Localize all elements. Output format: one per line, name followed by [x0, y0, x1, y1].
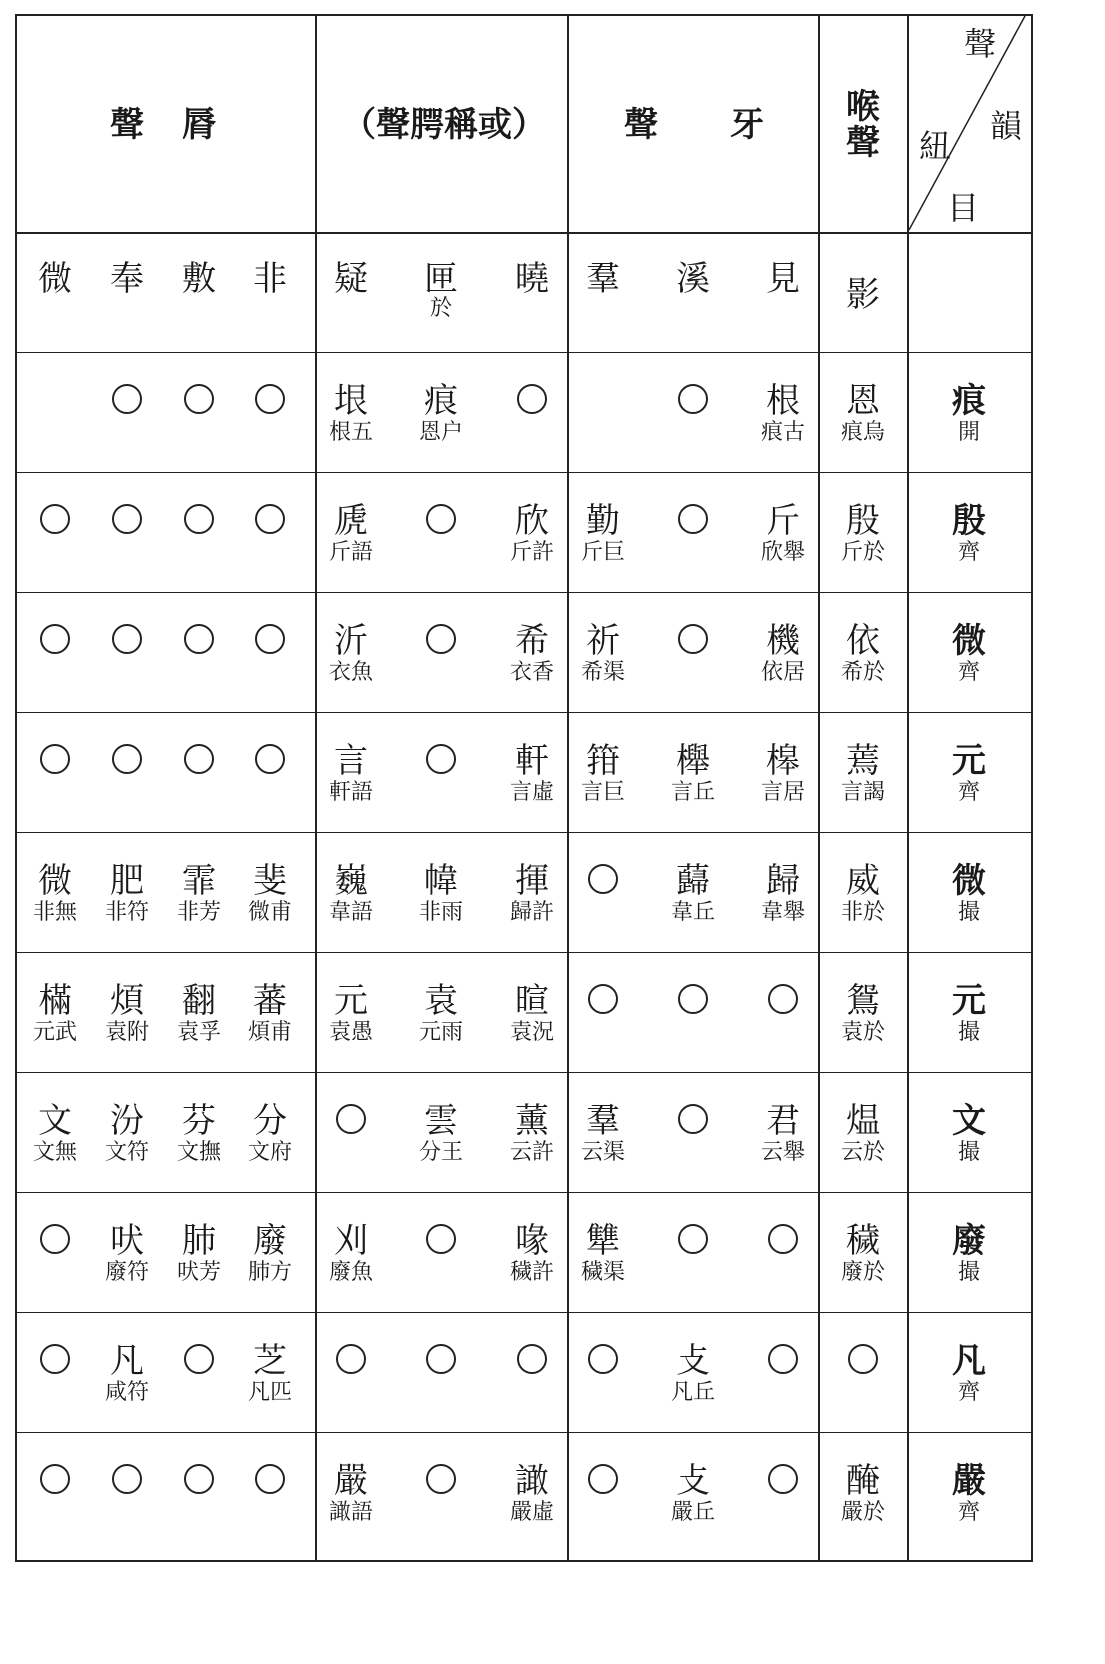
cell-fanqie: 廢符 — [104, 1260, 150, 1285]
cell-fanqie: 穢許 — [509, 1260, 555, 1285]
cell-char: 蘬 — [676, 861, 710, 901]
cell-char: 依 — [846, 621, 880, 661]
empty-circle — [768, 1344, 798, 1374]
row-divider — [15, 472, 1033, 473]
empty-circle — [426, 624, 456, 654]
empty-circle — [40, 624, 70, 654]
cell-char: 蔫 — [846, 741, 880, 781]
cell-fanqie: 非無 — [32, 900, 78, 925]
empty-circle — [426, 1344, 456, 1374]
empty-circle — [184, 504, 214, 534]
empty-circle — [848, 1344, 878, 1374]
cell-char: 箝 — [586, 741, 620, 781]
initial-char: 敷 — [182, 259, 216, 299]
cell-fanqie: 韋舉 — [760, 900, 806, 925]
empty-circle — [40, 1224, 70, 1254]
empty-circle — [768, 1224, 798, 1254]
empty-circle — [426, 744, 456, 774]
corner-label-bottom: 目 — [946, 189, 980, 227]
cell-fanqie: 微甫 — [247, 900, 293, 925]
cell-fanqie: 袁孚 — [176, 1020, 222, 1045]
cell-fanqie: 廢魚 — [328, 1260, 374, 1285]
cell-fanqie: 依居 — [760, 660, 806, 685]
cell-char: 翻 — [182, 981, 216, 1021]
corner-label-top: 聲 — [963, 25, 997, 63]
cell-fanqie: 云舉 — [760, 1140, 806, 1165]
cell-char: 斐 — [253, 861, 287, 901]
rhyme-sub: 齊 — [957, 1380, 981, 1405]
empty-circle — [678, 504, 708, 534]
group-label-teeth-1: 聲 — [624, 105, 658, 145]
initial-char: 微 — [38, 259, 72, 299]
cell-fanqie: 衣魚 — [328, 660, 374, 685]
cell-fanqie: 凡匹 — [247, 1380, 293, 1405]
cell-fanqie: 肺方 — [247, 1260, 293, 1285]
cell-fanqie: 袁附 — [104, 1020, 150, 1045]
cell-char: 揮 — [515, 861, 549, 901]
group-label-throat-2: 聲 — [846, 123, 880, 163]
cell-char: 袁 — [424, 981, 458, 1021]
cell-fanqie: 咸符 — [104, 1380, 150, 1405]
cell-char: 幃 — [424, 861, 458, 901]
empty-circle — [336, 1104, 366, 1134]
row-divider — [15, 1192, 1033, 1193]
rhyme-sub: 齊 — [957, 780, 981, 805]
cell-char: 廢 — [253, 1221, 287, 1261]
cell-char: 肺 — [182, 1221, 216, 1261]
empty-circle — [255, 624, 285, 654]
cell-char: 文 — [38, 1101, 72, 1141]
initial-char: 疑 — [334, 259, 368, 299]
corner-label-right: 韻 — [989, 107, 1023, 145]
cell-char: 勤 — [586, 501, 620, 541]
empty-circle — [112, 504, 142, 534]
cell-char: 分 — [253, 1101, 287, 1141]
cell-char: 煴 — [846, 1101, 880, 1141]
empty-circle — [517, 1344, 547, 1374]
rhyme-char: 文 — [952, 1101, 986, 1141]
rhyme-char: 凡 — [952, 1341, 986, 1381]
cell-char: 沂 — [334, 621, 368, 661]
initial-sub: 於 — [429, 296, 453, 321]
cell-char: 霏 — [182, 861, 216, 901]
rhyme-char: 痕 — [952, 381, 986, 421]
initial-char: 非 — [253, 259, 287, 299]
empty-circle — [255, 1464, 285, 1494]
empty-circle — [255, 744, 285, 774]
initial-char: 影 — [846, 275, 880, 315]
cell-char: 嚴 — [334, 1461, 368, 1501]
cell-char: 欣 — [515, 501, 549, 541]
cell-fanqie: 穢渠 — [580, 1260, 626, 1285]
cell-char: 恩 — [846, 381, 880, 421]
group-label-or: （聲腭稱或） — [342, 105, 546, 145]
cell-char: 芝 — [253, 1341, 287, 1381]
cell-char: 樠 — [38, 981, 72, 1021]
divider-teeth-throat — [818, 14, 820, 1562]
cell-fanqie: 非符 — [104, 900, 150, 925]
empty-circle — [184, 624, 214, 654]
cell-char: 薰 — [515, 1101, 549, 1141]
cell-char: 攴 — [676, 1461, 710, 1501]
cell-char: 暄 — [515, 981, 549, 1021]
empty-circle — [112, 384, 142, 414]
cell-fanqie: 嚴丘 — [670, 1500, 716, 1525]
empty-circle — [588, 1344, 618, 1374]
rhyme-sub: 開 — [957, 420, 981, 445]
empty-circle — [255, 504, 285, 534]
empty-circle — [184, 1344, 214, 1374]
empty-circle — [184, 384, 214, 414]
cell-fanqie: 韋語 — [328, 900, 374, 925]
initial-char: 奉 — [110, 259, 144, 299]
cell-fanqie: 非芳 — [176, 900, 222, 925]
empty-circle — [588, 1464, 618, 1494]
empty-circle — [40, 1464, 70, 1494]
rhyme-char: 殷 — [952, 501, 986, 541]
cell-char: 鴛 — [846, 981, 880, 1021]
cell-fanqie: 斤於 — [840, 540, 886, 565]
cell-char: 汾 — [110, 1101, 144, 1141]
row-divider — [15, 952, 1033, 953]
cell-fanqie: 元武 — [32, 1020, 78, 1045]
empty-circle — [40, 1344, 70, 1374]
row-divider — [15, 1432, 1033, 1433]
cell-fanqie: 衣香 — [509, 660, 555, 685]
cell-char: 元 — [334, 981, 368, 1021]
group-label-teeth-2: 牙 — [730, 105, 764, 145]
cell-char: 槔 — [766, 741, 800, 781]
row-divider — [15, 1312, 1033, 1313]
cell-char: 醃 — [846, 1461, 880, 1501]
cell-fanqie: 言謁 — [840, 780, 886, 805]
cell-fanqie: 嚴於 — [840, 1500, 886, 1525]
empty-circle — [184, 744, 214, 774]
row-divider — [15, 1072, 1033, 1073]
divider-or-teeth — [567, 14, 569, 1562]
rhyme-char: 微 — [952, 621, 986, 661]
cell-fanqie: 斤巨 — [580, 540, 626, 565]
row-divider — [15, 592, 1033, 593]
cell-char: 微 — [38, 861, 72, 901]
empty-circle — [588, 984, 618, 1014]
cell-fanqie: 痕烏 — [840, 420, 886, 445]
cell-char: 犨 — [586, 1221, 620, 1261]
empty-circle — [768, 1464, 798, 1494]
cell-fanqie: 希渠 — [580, 660, 626, 685]
empty-circle — [678, 984, 708, 1014]
cell-char: 譀 — [515, 1461, 549, 1501]
empty-circle — [184, 1464, 214, 1494]
cell-fanqie: 希於 — [840, 660, 886, 685]
rhyme-sub: 撮 — [957, 900, 981, 925]
group-label-lips: 聲 脣 — [110, 105, 218, 145]
cell-char: 喙 — [515, 1221, 549, 1261]
cell-fanqie: 痕古 — [760, 420, 806, 445]
cell-fanqie: 元雨 — [418, 1020, 464, 1045]
cell-fanqie: 文符 — [104, 1140, 150, 1165]
empty-circle — [426, 504, 456, 534]
empty-circle — [678, 384, 708, 414]
cell-char: 歸 — [766, 861, 800, 901]
rhyme-char: 廢 — [952, 1221, 986, 1261]
rhyme-sub: 齊 — [957, 660, 981, 685]
empty-circle — [40, 744, 70, 774]
cell-fanqie: 斤語 — [328, 540, 374, 565]
cell-char: 祈 — [586, 621, 620, 661]
rhyme-sub: 撮 — [957, 1140, 981, 1165]
empty-circle — [336, 1344, 366, 1374]
cell-fanqie: 非雨 — [418, 900, 464, 925]
corner-label-left: 紐 — [918, 127, 952, 165]
empty-circle — [517, 384, 547, 414]
cell-fanqie: 言虛 — [509, 780, 555, 805]
cell-fanqie: 文無 — [32, 1140, 78, 1165]
cell-fanqie: 歸許 — [509, 900, 555, 925]
empty-circle — [255, 384, 285, 414]
empty-circle — [426, 1224, 456, 1254]
cell-fanqie: 韋丘 — [670, 900, 716, 925]
cell-fanqie: 云渠 — [580, 1140, 626, 1165]
cell-fanqie: 袁況 — [509, 1020, 555, 1045]
cell-char: 雲 — [424, 1101, 458, 1141]
empty-circle — [678, 1104, 708, 1134]
row-divider — [15, 352, 1033, 353]
empty-circle — [40, 504, 70, 534]
cell-char: 煩 — [110, 981, 144, 1021]
initial-char: 見 — [766, 259, 800, 299]
rhyme-char: 微 — [952, 861, 986, 901]
cell-fanqie: 軒語 — [328, 780, 374, 805]
cell-char: 刈 — [334, 1221, 368, 1261]
cell-fanqie: 嚴虛 — [509, 1500, 555, 1525]
cell-fanqie: 斤許 — [509, 540, 555, 565]
cell-char: 垠 — [334, 381, 368, 421]
cell-fanqie: 言巨 — [580, 780, 626, 805]
cell-char: 肥 — [110, 861, 144, 901]
cell-fanqie: 云許 — [509, 1140, 555, 1165]
empty-circle — [112, 1464, 142, 1494]
cell-char: 根 — [766, 381, 800, 421]
cell-fanqie: 欣舉 — [760, 540, 806, 565]
empty-circle — [768, 984, 798, 1014]
empty-circle — [112, 624, 142, 654]
cell-fanqie: 根五 — [328, 420, 374, 445]
row-divider — [15, 832, 1033, 833]
cell-char: 威 — [846, 861, 880, 901]
initial-char: 溪 — [676, 259, 710, 299]
cell-fanqie: 言丘 — [670, 780, 716, 805]
cell-char: 櫸 — [676, 741, 710, 781]
cell-fanqie: 分王 — [418, 1140, 464, 1165]
cell-char: 蕃 — [253, 981, 287, 1021]
empty-circle — [678, 1224, 708, 1254]
cell-char: 穢 — [846, 1221, 880, 1261]
rhyme-sub: 齊 — [957, 1500, 981, 1525]
cell-fanqie: 言居 — [760, 780, 806, 805]
cell-fanqie: 袁愚 — [328, 1020, 374, 1045]
empty-circle — [112, 744, 142, 774]
cell-char: 巍 — [334, 861, 368, 901]
rhyme-sub: 齊 — [957, 540, 981, 565]
initial-char: 羣 — [586, 259, 620, 299]
cell-char: 言 — [334, 741, 368, 781]
cell-char: 斤 — [766, 501, 800, 541]
cell-fanqie: 袁於 — [840, 1020, 886, 1045]
rhyme-char: 元 — [952, 741, 986, 781]
cell-fanqie: 文撫 — [176, 1140, 222, 1165]
rhyme-sub: 撮 — [957, 1020, 981, 1045]
cell-char: 君 — [766, 1101, 800, 1141]
cell-char: 希 — [515, 621, 549, 661]
cell-fanqie: 恩户 — [418, 420, 464, 445]
empty-circle — [588, 864, 618, 894]
cell-char: 機 — [766, 621, 800, 661]
row-divider — [15, 232, 1033, 234]
cell-fanqie: 煩甫 — [247, 1020, 293, 1045]
cell-fanqie: 凡丘 — [670, 1380, 716, 1405]
cell-char: 羣 — [586, 1101, 620, 1141]
rhyme-char: 嚴 — [952, 1461, 986, 1501]
cell-char: 吠 — [110, 1221, 144, 1261]
empty-circle — [678, 624, 708, 654]
divider-lips-or — [315, 14, 317, 1562]
row-divider — [15, 712, 1033, 713]
cell-fanqie: 吠芳 — [176, 1260, 222, 1285]
initial-char: 曉 — [515, 259, 549, 299]
cell-char: 痕 — [424, 381, 458, 421]
group-label-throat-1: 喉 — [846, 87, 880, 127]
cell-fanqie: 廢於 — [840, 1260, 886, 1285]
cell-char: 芬 — [182, 1101, 216, 1141]
cell-char: 凡 — [110, 1341, 144, 1381]
cell-fanqie: 非於 — [840, 900, 886, 925]
cell-char: 軒 — [515, 741, 549, 781]
rhyme-char: 元 — [952, 981, 986, 1021]
cell-fanqie: 文府 — [247, 1140, 293, 1165]
cell-fanqie: 譀語 — [328, 1500, 374, 1525]
divider-throat-rhyme — [907, 14, 909, 1562]
empty-circle — [426, 1464, 456, 1494]
rhyme-sub: 撮 — [957, 1260, 981, 1285]
cell-char: 攴 — [676, 1341, 710, 1381]
initial-char: 匣 — [424, 259, 458, 299]
cell-char: 虒 — [334, 501, 368, 541]
cell-char: 殷 — [846, 501, 880, 541]
cell-fanqie: 云於 — [840, 1140, 886, 1165]
